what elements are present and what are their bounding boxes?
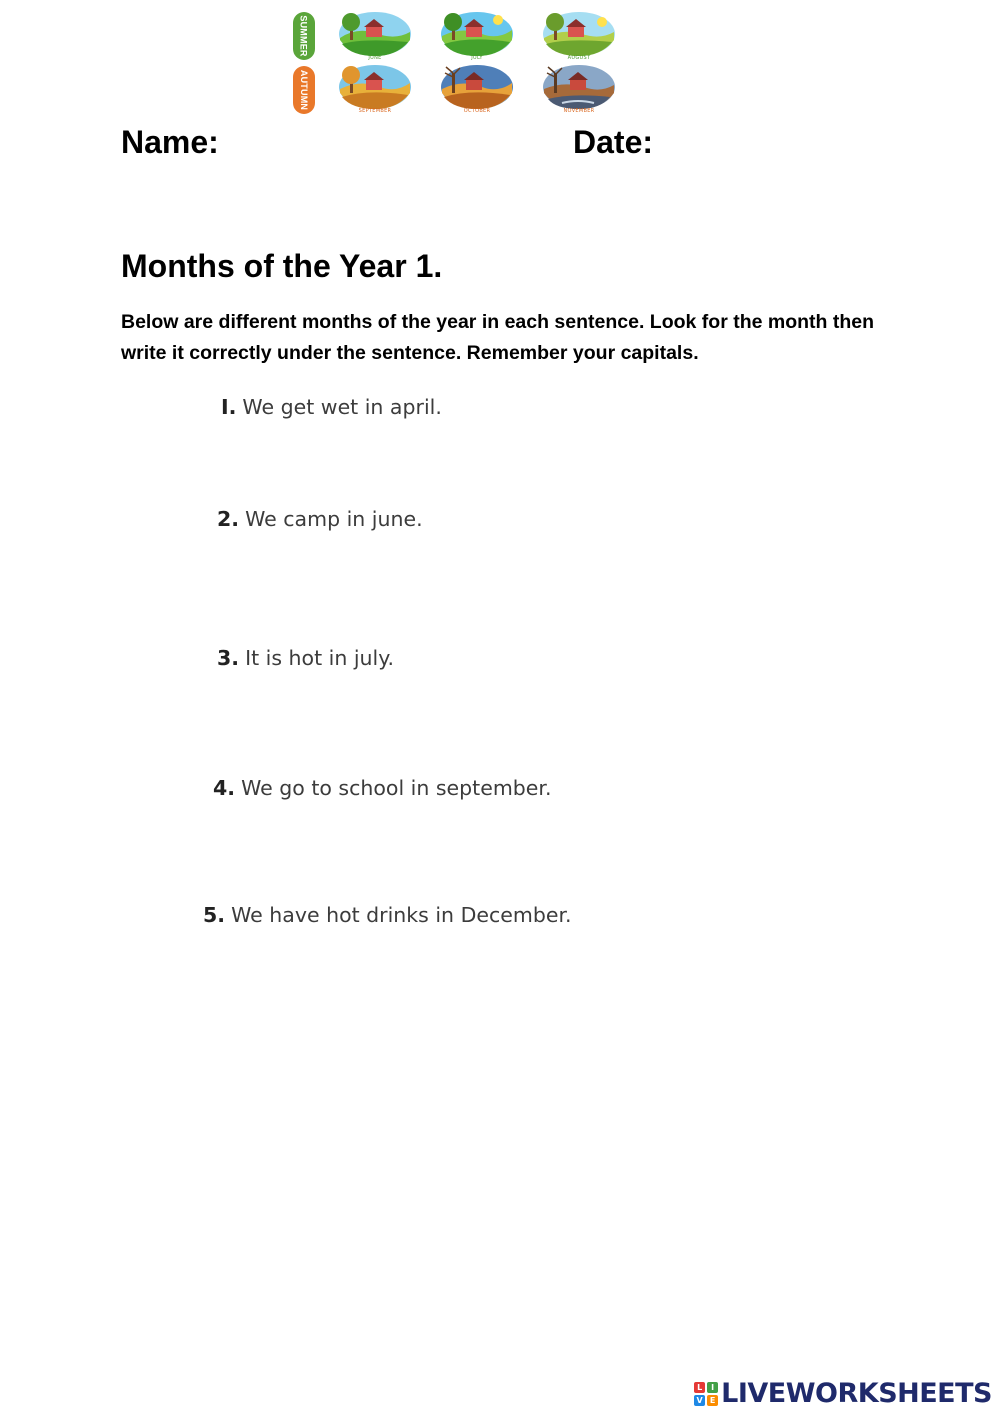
sentence-item [217, 507, 423, 531]
sentence-number: 2. [217, 507, 240, 531]
june-scene-image [338, 10, 412, 58]
worksheet-title: Months of the Year 1. [121, 248, 443, 284]
date-label: Date: [573, 124, 654, 160]
sentence-number: 5. [203, 903, 226, 927]
sentence-number: 3. [217, 646, 240, 670]
sentence-text: It is hot in july. [245, 646, 394, 670]
sentence-item [203, 903, 572, 927]
sentence-text: We go to school in september. [241, 776, 552, 800]
sentence-item [213, 776, 552, 800]
august-caption: AUGUST [567, 55, 591, 61]
october-scene-image [440, 63, 514, 111]
sentence-number: 4. [213, 776, 236, 800]
july-scene-image [440, 10, 514, 58]
september-caption: SEPTEMBER [358, 108, 392, 114]
sentence-text: We get wet in april. [242, 395, 442, 419]
liveworksheets-logo[interactable] [694, 1378, 992, 1409]
sentence-item [221, 395, 442, 419]
august-scene-image [542, 10, 616, 58]
sentence-number: I. [221, 395, 237, 419]
logo-mark-icon: L I V E [694, 1382, 718, 1406]
sentence-text: We camp in june. [245, 507, 423, 531]
sentence-item [217, 646, 394, 670]
september-scene-image [338, 63, 412, 111]
june-caption: JUNE [368, 55, 382, 61]
summer-label: SUMMER [293, 12, 315, 60]
november-caption: NOVEMBER [563, 108, 595, 114]
name-label: Name: [121, 124, 219, 160]
worksheet-instructions: Below are different months of the year in each sentence. Look for the month then write it correctly under the sentence. Remember your capitals. [121, 311, 875, 364]
october-caption: OCTOBER [463, 108, 491, 114]
july-caption: JULY [471, 55, 483, 61]
brand-name: LIVEWORKSHEETS [721, 1378, 992, 1409]
autumn-label: AUTUMN [293, 66, 315, 114]
sentence-text: We have hot drinks in December. [231, 903, 572, 927]
november-scene-image [542, 63, 616, 111]
